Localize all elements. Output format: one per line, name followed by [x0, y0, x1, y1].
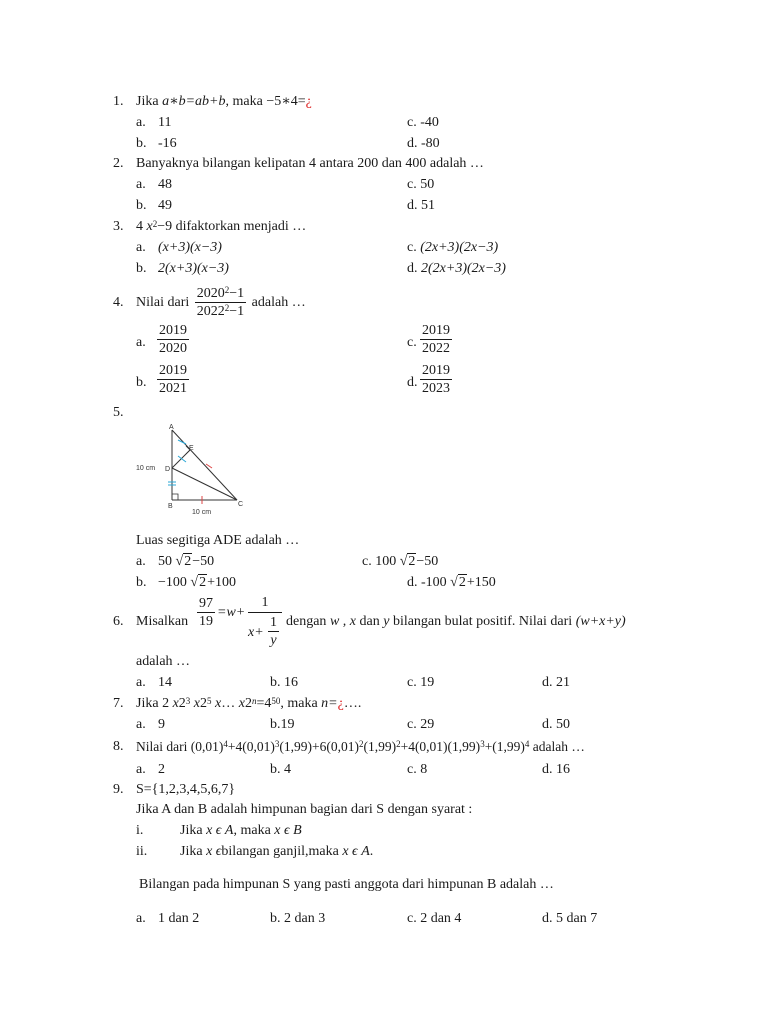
q5-option-a-label: a. [136, 554, 146, 569]
q3-option-c-label: c. [407, 240, 417, 255]
q6-option-c [407, 674, 434, 692]
q4-d-bot: 2023 [422, 381, 450, 396]
q6-inner-bot: y [270, 633, 277, 648]
q5-stem: Luas segitiga ADE adalah … [136, 533, 300, 548]
q4-den-base: 2022 [196, 304, 225, 320]
q6-inner-fraction [266, 614, 281, 649]
q6-tail: bilangan bulat positif. Nilai dari [392, 614, 573, 629]
q3-option-d-label: d. [407, 261, 418, 276]
q7-n: n= [321, 696, 338, 711]
q5-option-d-label: d. [407, 575, 418, 590]
q4-fraction [195, 285, 246, 320]
q3-exp: 2 [152, 219, 158, 229]
q6-frac-top: 97 [199, 596, 213, 611]
q6-option-a: 14 [158, 675, 172, 690]
q7-option-d-label: d. [542, 717, 553, 732]
q7-option-d-text: 50 [556, 717, 570, 732]
q5-label-b: B [168, 503, 173, 510]
q2-option-d-text: 51 [421, 198, 435, 213]
q1-option-c-text: -40 [420, 115, 439, 130]
q8-e6: 4 [524, 739, 530, 749]
q6-outer-numerator: 1 [248, 594, 282, 613]
q3-option-d [407, 260, 506, 278]
q2-option-c [407, 176, 434, 194]
q1-option-c [407, 114, 439, 132]
q5-c-rest: −50 [416, 554, 439, 569]
q5-option-c-label: c. [362, 554, 372, 569]
q5-right-angle-b [172, 494, 178, 500]
q3-option-b: 2(x+3)(x−3) [158, 261, 229, 276]
q4-option-d-frac [420, 362, 452, 397]
q8-option-d [542, 761, 570, 779]
q1-option-a-label: a. [136, 115, 146, 130]
q4-option-a-frac [157, 322, 189, 357]
q8-e5: 3 [480, 739, 485, 749]
q3-option-c [407, 239, 498, 257]
q3-var: x [146, 219, 153, 234]
q9-ii-c1: x ϵ [206, 844, 222, 859]
q5-b-radicand: 2 [199, 575, 207, 590]
q5-label-d: D [165, 466, 171, 473]
q2-option-b: 49 [158, 198, 172, 213]
q2-number: 2. [113, 156, 124, 171]
q7-x3: x [215, 696, 222, 711]
q9-option-b-text: 2 dan 3 [284, 911, 326, 926]
q4-option-b-frac [157, 362, 189, 397]
q6-vars: w , x [329, 614, 356, 629]
q9-line2: Jika A dan B adalah himpunan bagian dari S dengan syarat : [136, 802, 473, 817]
q1-mid: , maka [225, 94, 263, 109]
q9-option-d-label: d. [542, 911, 553, 926]
q7-expr [162, 696, 280, 711]
q7-option-a-label: a. [136, 717, 146, 732]
q9-ii-c2: x ϵ A [342, 844, 370, 859]
q2-option-b-label: b. [136, 198, 147, 213]
q7-x1: x [172, 696, 179, 711]
q8-t5: +4(0,01)(1,99) [400, 739, 481, 754]
q4-num-base: 2020 [196, 286, 225, 302]
q1-option-d-text: -80 [421, 136, 440, 151]
q4-option-a [155, 322, 191, 357]
q8-lead: Nilai dari [136, 739, 188, 754]
q6-option-d [542, 674, 570, 692]
q5-option-c: c. 100 √2−50 [362, 554, 439, 569]
q9-option-a: 1 dan 2 [158, 911, 200, 926]
q9-ii-lead: Jika [180, 844, 203, 859]
q7-e5: 5 [207, 696, 212, 706]
q1-option-c-label: c. [407, 115, 417, 130]
q9-set: S={1,2,3,4,5,6,7} [136, 782, 236, 797]
q4-option-b [155, 362, 191, 397]
q5-segment-dc [172, 468, 237, 500]
q8-e1: 4 [223, 739, 228, 749]
q5-c-radicand: 2 [408, 554, 416, 569]
q6-frac-bot: 19 [199, 614, 213, 629]
q8-e2: 3 [274, 739, 280, 749]
q5-label-e: E [189, 445, 194, 452]
q7-dots2: …. [343, 696, 362, 711]
q5-option-d: d. -100 √2+150 [407, 575, 496, 590]
q9-question: Bilangan pada himpunan S yang pasti anggota dari himpunan B adalah … [139, 877, 554, 892]
q6-option-c-label: c. [407, 675, 417, 690]
q9-number: 9. [113, 782, 124, 797]
q6-y: y [383, 614, 390, 629]
q4-a-top: 2019 [159, 323, 187, 338]
q8-t1: (0,01) [190, 739, 224, 754]
q6-eq: =w+ [217, 605, 246, 620]
q9-option-c-label: c. [407, 911, 417, 926]
q4-option-b-label: b. [136, 375, 147, 390]
q5-side-bottom-label: 10 cm [192, 509, 212, 516]
q6-main-fraction [195, 595, 217, 630]
q9-option-b [270, 910, 325, 928]
q6-line2: adalah … [136, 654, 191, 669]
q8-stem [136, 738, 585, 756]
q1-option-d [407, 135, 440, 153]
q6-option-d-text: 21 [556, 675, 570, 690]
q6-inner-frac [268, 614, 279, 649]
q1-ask-tail: ¿ [305, 94, 312, 109]
q8-option-c [407, 761, 427, 779]
q9-cond-ii [180, 843, 373, 861]
q8-option-d-label: d. [542, 762, 553, 777]
q9-i-lead: Jika [180, 823, 203, 838]
q3-stem [136, 218, 306, 236]
q3-option-b-label: b. [136, 261, 147, 276]
q4-den-minus: −1 [229, 304, 245, 320]
q5-number: 5. [113, 405, 124, 420]
q7-e3: 3 [185, 696, 191, 706]
q4-d-top: 2019 [422, 363, 450, 378]
q8-option-d-text: 16 [556, 762, 570, 777]
q7-eq: =4 [256, 696, 272, 711]
q8-option-c-label: c. [407, 762, 417, 777]
q7-option-b-label: b. [270, 717, 281, 732]
q5-side-ac [172, 430, 237, 500]
q6-inner-top: 1 [270, 615, 277, 630]
q8-t4: (1,99) [363, 739, 397, 754]
q4-option-a-label: a. [136, 335, 146, 350]
q2-option-c-text: 50 [420, 177, 435, 192]
q5-label-a: A [169, 424, 174, 431]
q3-option-d-text: 2(2x+3)(2x−3) [421, 261, 506, 276]
q9-ii-end: . [369, 844, 374, 859]
q5-side-left-label: 10 cm [136, 465, 156, 472]
q8-t2: +4(0,01) [227, 739, 275, 754]
q1-option-b: -16 [158, 136, 177, 151]
q7-lead: Jika [136, 696, 159, 711]
q3-option-c-text: (2x+3)(2x−3) [420, 240, 499, 255]
q5-a-coef: 50 [158, 554, 172, 569]
q1-definition: a∗b=ab+b [162, 94, 226, 109]
q5-d-radicand: 2 [458, 575, 466, 590]
q7-en: n [251, 696, 257, 706]
q4-b-top: 2019 [159, 363, 187, 378]
q2-option-a-label: a. [136, 177, 146, 192]
q4-lead: Nilai dari [136, 295, 190, 310]
q1-option-d-label: d. [407, 136, 418, 151]
q9-cond-i-label: i. [136, 823, 144, 838]
q4-option-d [418, 362, 454, 397]
q5-option-b: −100 √2+100 [158, 575, 236, 590]
q9-option-b-label: b. [270, 911, 281, 926]
q9-ii-mid: bilangan ganjil,maka [221, 844, 339, 859]
q4-num-minus: −1 [229, 286, 245, 302]
q1-option-a: 11 [158, 115, 172, 130]
q8-t3: (1,99)+6(0,01) [279, 739, 359, 754]
q6-x-plus: x+ [248, 625, 264, 640]
q9-option-d [542, 910, 597, 928]
q7-t2: 2 [178, 696, 186, 711]
q6-frac-97-19 [197, 595, 215, 630]
q4-c-bot: 2022 [422, 341, 450, 356]
q7-option-c [407, 716, 434, 734]
q6-option-b-label: b. [270, 675, 281, 690]
q9-i-mid: , maka [233, 823, 271, 838]
q3-option-a-label: a. [136, 240, 146, 255]
q2-option-d-label: d. [407, 198, 418, 213]
q7-mid: , maka [280, 696, 318, 711]
q9-option-c-text: 2 dan 4 [420, 911, 462, 926]
q4-option-d-label: d. [407, 375, 418, 390]
q8-e3: 2 [358, 739, 364, 749]
q7-t3: 2 [200, 696, 207, 711]
q8-t6: +(1,99) [484, 739, 525, 754]
q6-option-a-label: a. [136, 675, 146, 690]
q1-stem [136, 93, 312, 111]
q9-cond-i [180, 822, 302, 840]
q1-lead: Jika [136, 94, 159, 109]
q5-d-rest: +150 [466, 575, 496, 590]
q6-option-c-text: 19 [420, 675, 435, 690]
q5-c-coef: 100 [375, 554, 397, 569]
q7-option-b-text: 19 [280, 717, 295, 732]
q6-option-b [270, 674, 298, 692]
q4-c-top: 2019 [422, 323, 450, 338]
q3-coef: 4 [136, 219, 143, 234]
q7-number: 7. [113, 696, 124, 711]
q6-expr: (w+x+y) [575, 614, 626, 629]
q7-t1: 2 [162, 696, 170, 711]
q2-option-d [407, 197, 435, 215]
q6-mid: dengan [286, 614, 327, 629]
q7-x4: x [238, 696, 245, 711]
q7-e50: 50 [271, 696, 281, 706]
q7-option-d [542, 716, 570, 734]
q8-option-b-text: 4 [284, 762, 291, 777]
q3-number: 3. [113, 219, 124, 234]
q8-option-a: 2 [158, 762, 165, 777]
q4-a-bot: 2020 [159, 341, 187, 356]
q9-i-c2: x ϵ B [274, 823, 302, 838]
q2-option-a: 48 [158, 177, 172, 192]
q5-option-a: 50 √2−50 [158, 554, 215, 569]
q7-option-c-label: c. [407, 717, 417, 732]
q5-b-coef: −100 [158, 575, 187, 590]
q9-option-c [407, 910, 461, 928]
q7-option-c-text: 29 [420, 717, 435, 732]
q7-q: ¿ [337, 696, 344, 711]
q6-lead: Misalkan [136, 614, 189, 629]
q8-option-c-text: 8 [420, 762, 428, 777]
q6-stem-rest [286, 613, 626, 631]
q4-den-exp: 2 [224, 303, 230, 314]
q4-fraction-denominator [195, 303, 246, 320]
q9-option-a-label: a. [136, 911, 146, 926]
q7-x2: x [193, 696, 200, 711]
q9-i-c1: x ϵ A [206, 823, 234, 838]
q8-option-a-label: a. [136, 762, 146, 777]
q5-label-c: C [238, 501, 244, 508]
q8-number: 8. [113, 739, 124, 754]
q8-e4: 2 [396, 739, 401, 749]
q2-option-c-label: c. [407, 177, 417, 192]
q5-b-rest: +100 [207, 575, 236, 590]
q4-stem [136, 285, 306, 321]
q8-option-b [270, 761, 291, 779]
q7-t4: 2 [244, 696, 252, 711]
q4-option-c [418, 322, 454, 357]
q5-triangle-figure [132, 420, 252, 520]
q4-num-exp: 2 [224, 285, 230, 296]
q5-d-coef: -100 [421, 575, 447, 590]
q6-option-d-label: d. [542, 675, 553, 690]
q3-rest: −9 [157, 219, 173, 234]
q7-option-a: 9 [158, 717, 165, 732]
q7-stem [136, 695, 361, 713]
q9-cond-ii-label: ii. [136, 844, 148, 859]
q4-option-c-frac [420, 322, 452, 357]
q3-tail: difaktorkan menjadi … [175, 219, 307, 234]
q6-dan: dan [359, 614, 380, 629]
q5-a-radicand: 2 [184, 554, 192, 569]
q4-b-bot: 2021 [159, 381, 187, 396]
q7-dots: … [221, 696, 236, 711]
q9-option-d-text: 5 dan 7 [556, 911, 598, 926]
q8-tail: adalah … [532, 739, 585, 754]
q1-ask: −5∗4= [266, 94, 306, 109]
q6-option-b-text: 16 [284, 675, 298, 690]
q1-number: 1. [113, 94, 124, 109]
q2-stem: Banyaknya bilangan kelipatan 4 antara 200 dan 400 adalah … [136, 156, 484, 171]
q5-option-b-label: b. [136, 575, 147, 590]
q4-number: 4. [113, 295, 124, 310]
q6-number: 6. [113, 614, 124, 629]
q3-option-a: (x+3)(x−3) [158, 240, 222, 255]
q7-option-b [270, 716, 295, 734]
q5-a-rest: −50 [192, 554, 215, 569]
q4-tail: adalah … [251, 295, 306, 310]
q4-fraction-numerator [195, 285, 246, 303]
q1-option-b-label: b. [136, 136, 147, 151]
q8-option-b-label: b. [270, 762, 281, 777]
q4-option-c-label: c. [407, 335, 417, 350]
